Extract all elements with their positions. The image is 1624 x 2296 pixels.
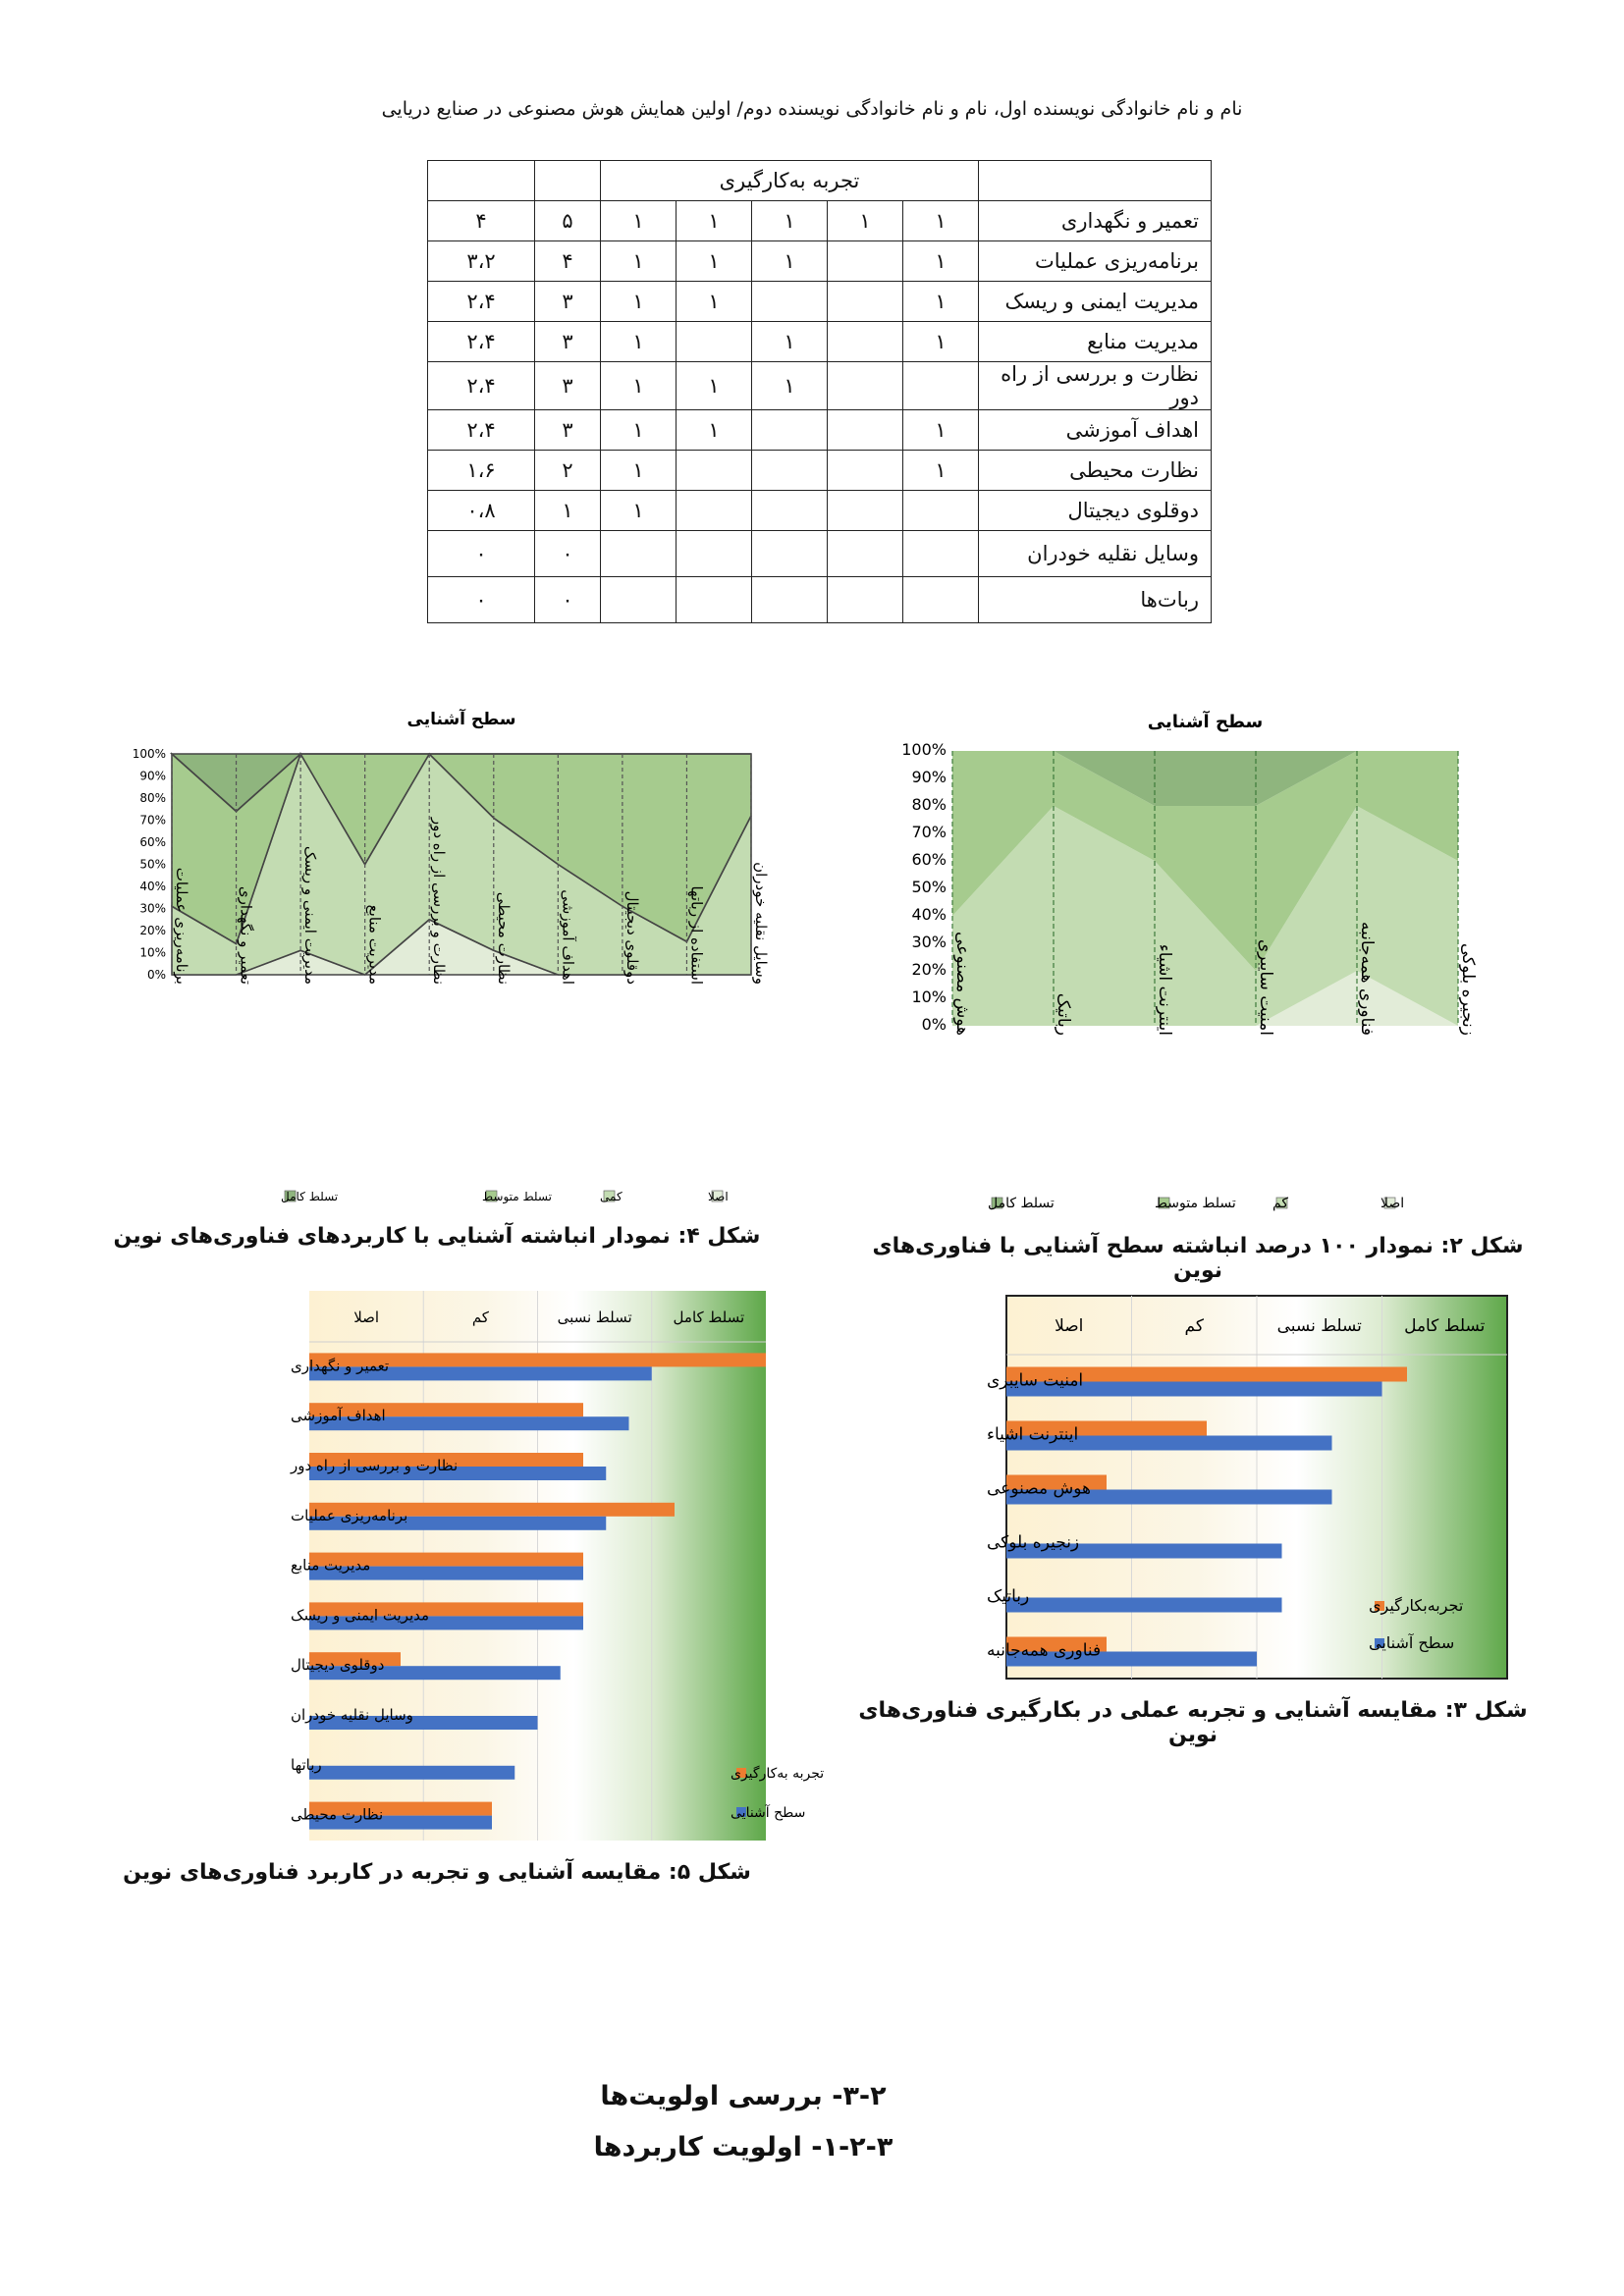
band-label: تسلط کامل <box>1404 1316 1486 1336</box>
familiarity-bar <box>309 1766 514 1780</box>
legend-label: سطح آشنایی <box>731 1805 806 1821</box>
table-cell: ۱ <box>752 201 828 241</box>
band-label: تسلط کامل <box>673 1308 745 1326</box>
y-tick-label: 60% <box>139 835 166 849</box>
row-label: نظارت محیطی <box>979 451 1212 491</box>
table-cell: ۱ <box>601 201 677 241</box>
category-label: برنامه‌ریزی عملیات <box>291 1506 408 1524</box>
category-label: اینترنت اشیاء <box>987 1424 1079 1445</box>
y-tick-label: 50% <box>139 857 166 872</box>
legend-label: تسلط کامل <box>281 1190 339 1203</box>
table-cell <box>677 322 752 362</box>
category-label: وسایل نقلیه خودران <box>291 1706 413 1724</box>
figure-3-bar-chart <box>864 1294 1512 1686</box>
y-tick-label: 40% <box>911 905 947 924</box>
figure-5-bar-chart <box>108 1291 825 1850</box>
table-cell: ۱ <box>903 201 979 241</box>
y-tick-label: 80% <box>139 791 166 805</box>
legend-label: تسلط کامل <box>988 1196 1055 1211</box>
legend-label: اصلا <box>1380 1196 1405 1211</box>
category-label: مدیریت منابع <box>291 1556 371 1575</box>
table-cell: ۱ <box>601 322 677 362</box>
row-label: تعمیر و نگهداری <box>979 201 1212 241</box>
band-label: اصلا <box>353 1308 380 1326</box>
category-label: اهداف آموزشی <box>291 1407 386 1425</box>
y-tick-label: 100% <box>901 740 947 759</box>
row-label: ربات‌ها <box>979 577 1212 623</box>
legend-label: کم <box>1272 1196 1288 1211</box>
y-tick-label: 90% <box>911 768 947 786</box>
table-row <box>428 531 1212 577</box>
table-cell: ۳ <box>535 322 601 362</box>
table-header-blank <box>428 161 535 201</box>
category-label: رباتیک <box>987 1586 1030 1607</box>
x-tick-label: رباتیک <box>1054 992 1073 1036</box>
table-cell: ۱ <box>677 362 752 410</box>
y-tick-label: 40% <box>139 880 166 893</box>
table-cell: ۴ <box>428 201 535 241</box>
category-label: رباتها <box>291 1755 322 1774</box>
familiarity-bar <box>1006 1598 1282 1613</box>
x-tick-label: تعمیر و نگهداری <box>237 885 255 985</box>
table-cell: ۳ <box>535 362 601 410</box>
table-cell: ۰ <box>428 531 535 577</box>
table-cell <box>828 362 903 410</box>
x-tick-label: نظارت محیطی <box>494 891 513 985</box>
table-cell: ۱ <box>601 451 677 491</box>
table-cell: ۱ <box>828 201 903 241</box>
x-tick-label: زنجیره بلوکی <box>1458 942 1478 1036</box>
table-cell <box>828 410 903 451</box>
table-cell: ۱ <box>601 362 677 410</box>
table-cell <box>828 241 903 282</box>
y-tick-label: 60% <box>911 850 947 869</box>
legend-label: تسلط متوسط <box>1155 1196 1236 1211</box>
table-cell: ۲ <box>535 451 601 491</box>
band-label: تسلط نسبی <box>1276 1316 1362 1336</box>
legend-label: اصلا <box>708 1190 729 1203</box>
table-cell <box>752 491 828 531</box>
table-row <box>428 451 1212 491</box>
table-row <box>428 241 1212 282</box>
table-cell: ۳ <box>535 410 601 451</box>
table-cell <box>828 282 903 322</box>
category-label: نظارت محیطی <box>291 1805 384 1824</box>
x-tick-label: امنیت سایبری <box>1256 938 1275 1036</box>
table-cell <box>601 531 677 577</box>
table-cell <box>828 491 903 531</box>
legend-label: تجربه‌بکارگیری <box>1369 1596 1464 1615</box>
y-tick-label: 70% <box>139 813 166 828</box>
table-cell <box>828 322 903 362</box>
row-label: مدیریت ایمنی و ریسک <box>979 282 1212 322</box>
category-label: فناوری همه‌جانبه <box>987 1640 1102 1661</box>
category-label: هوش مصنوعی <box>987 1478 1091 1499</box>
y-tick-label: 20% <box>139 924 166 937</box>
y-tick-label: 90% <box>139 769 166 783</box>
table-cell: ۰ <box>535 531 601 577</box>
x-tick-label: برنامه‌ریزی عملیات <box>173 867 190 985</box>
running-header: نام و نام خانوادگی نویسنده اول، نام و نام خانوادگی نویسنده دوم/ اولین همایش هوش مصنوعی در صنایع دریایی <box>381 98 1243 120</box>
table-cell <box>677 491 752 531</box>
category-label: نظارت و بررسی از راه دور <box>291 1457 459 1474</box>
chart-title: سطح آشنایی <box>406 710 516 729</box>
table-cell <box>828 531 903 577</box>
x-tick-label: اهداف آموزشی <box>559 889 577 985</box>
y-tick-label: 50% <box>911 878 947 896</box>
legend-label: سطح آشنایی <box>1369 1633 1455 1652</box>
table-cell: ۱ <box>752 241 828 282</box>
table-row <box>428 322 1212 362</box>
legend-label: تسلط متوسط <box>482 1190 552 1203</box>
legend-label: تجربه به‌کارگیری <box>731 1766 825 1782</box>
table-row <box>428 362 1212 410</box>
x-tick-label: اینترنت اشیاء <box>1155 943 1174 1036</box>
table-cell: ۱ <box>903 282 979 322</box>
table-cell: ۱ <box>903 241 979 282</box>
category-label: دوقلوی دیجیتال <box>291 1656 385 1675</box>
table-cell: ۳ <box>535 282 601 322</box>
row-label: مدیریت منابع <box>979 322 1212 362</box>
table-row <box>428 491 1212 531</box>
table-cell: ۱ <box>601 410 677 451</box>
y-tick-label: 10% <box>911 988 947 1006</box>
table-cell: ۴ <box>535 241 601 282</box>
y-tick-label: 80% <box>911 795 947 814</box>
table-cell: ۰،۸ <box>428 491 535 531</box>
table-row <box>428 282 1212 322</box>
category-label: مدیریت ایمنی و ریسک <box>291 1606 430 1625</box>
x-tick-label: استفاده از رباتها <box>687 885 706 985</box>
figure-2-area-chart <box>864 705 1512 1225</box>
table-cell <box>677 531 752 577</box>
table-cell <box>677 577 752 623</box>
table-cell: ۲،۴ <box>428 282 535 322</box>
table-cell: ۱ <box>677 241 752 282</box>
table-cell <box>903 531 979 577</box>
table-cell <box>752 531 828 577</box>
table-cell <box>752 451 828 491</box>
table-row <box>428 201 1212 241</box>
table-cell: ۱ <box>752 362 828 410</box>
category-label: امنیت سایبری <box>987 1370 1084 1391</box>
y-tick-label: 20% <box>911 960 947 979</box>
figure-4-area-chart <box>113 705 770 1240</box>
table-cell: ۲،۴ <box>428 410 535 451</box>
table-cell: ۱ <box>535 491 601 531</box>
table-row <box>428 410 1212 451</box>
band-label: اصلا <box>1055 1316 1084 1336</box>
table-cell <box>903 362 979 410</box>
table-cell: ۱ <box>903 322 979 362</box>
y-tick-label: 0% <box>921 1015 947 1034</box>
table-header-blank <box>979 161 1212 201</box>
table-cell: ۱ <box>903 451 979 491</box>
table-cell: ۱،۶ <box>428 451 535 491</box>
figure-2-caption: شکل ۲: نمودار ۱۰۰ درصد انباشته سطح آشنایی با فناوری‌های نوین <box>872 1234 1524 1283</box>
x-tick-label: دوقلوی دیجیتال <box>623 890 641 985</box>
y-tick-label: 0% <box>146 968 166 982</box>
x-tick-label: وسایل نقلیه خودران <box>752 862 770 985</box>
table-cell <box>752 577 828 623</box>
table-cell: ۱ <box>677 410 752 451</box>
table-cell: ۰ <box>535 577 601 623</box>
x-tick-label: هوش مصنوعی <box>952 932 972 1036</box>
chart-title: سطح آشنایی <box>1147 712 1264 732</box>
table-cell <box>903 577 979 623</box>
figure-4-caption: شکل ۴: نمودار انباشته آشنایی با کاربردهای فناوری‌های نوین <box>113 1224 761 1249</box>
table-header-label: تجربه به‌کارگیری <box>601 161 979 201</box>
y-tick-label: 30% <box>911 933 947 951</box>
band-label: کم <box>1184 1316 1204 1336</box>
row-label: برنامه‌ریزی عملیات <box>979 241 1212 282</box>
table-cell <box>601 577 677 623</box>
x-tick-label: مدیریت ایمنی و ریسک <box>301 845 320 985</box>
table-cell: ۱ <box>601 282 677 322</box>
section-heading-3-2-1: ۱-۲-۳- اولویت کاربردها <box>593 2132 893 2163</box>
table-cell: ۵ <box>535 201 601 241</box>
table-cell: ۲،۴ <box>428 362 535 410</box>
table-header-blank <box>535 161 601 201</box>
table-cell: ۲،۴ <box>428 322 535 362</box>
table-cell: ۱ <box>903 410 979 451</box>
table-cell: ۱ <box>752 322 828 362</box>
table-header-row <box>428 161 1212 201</box>
table-cell <box>828 451 903 491</box>
x-tick-label: نظارت و بررسی از راه دور <box>430 817 449 985</box>
table-cell: ۰ <box>428 577 535 623</box>
table-cell: ۳،۲ <box>428 241 535 282</box>
x-tick-label: فناوری همه‌جانبه <box>1357 921 1377 1036</box>
experience-table <box>427 160 1212 623</box>
row-label: وسایل نقلیه خودران <box>979 531 1212 577</box>
row-label: اهداف آموزشی <box>979 410 1212 451</box>
band-label: تسلط نسبی <box>557 1308 632 1326</box>
row-label: نظارت و بررسی از راه دور <box>979 362 1212 410</box>
table-cell <box>903 491 979 531</box>
table-cell: ۱ <box>601 491 677 531</box>
table-cell <box>752 282 828 322</box>
legend-label: کمی <box>600 1190 623 1203</box>
table-cell <box>828 577 903 623</box>
table-cell <box>752 410 828 451</box>
row-label: دوقلوی دیجیتال <box>979 491 1212 531</box>
table-cell: ۱ <box>677 201 752 241</box>
figure-5-caption: شکل ۵: مقایسه آشنایی و تجربه در کاربرد فناوری‌های نوین <box>123 1860 751 1885</box>
x-tick-label: مدیریت منابع <box>365 904 384 985</box>
band-label: کم <box>471 1308 489 1326</box>
table-cell: ۱ <box>677 282 752 322</box>
y-tick-label: 100% <box>132 747 166 761</box>
section-heading-3-2: ۳-۲- بررسی اولویت‌ها <box>600 2081 887 2111</box>
y-tick-label: 70% <box>911 823 947 841</box>
table-cell: ۱ <box>601 241 677 282</box>
table-row <box>428 577 1212 623</box>
table-cell <box>677 451 752 491</box>
y-tick-label: 30% <box>139 901 166 916</box>
figure-3-caption: شکل ۳: مقایسه آشنایی و تجربه عملی در بکارگیری فناوری‌های نوین <box>858 1698 1528 1747</box>
y-tick-label: 10% <box>139 945 166 960</box>
category-label: تعمیر و نگهداری <box>291 1357 390 1375</box>
category-label: زنجیره بلوکی <box>987 1532 1080 1553</box>
